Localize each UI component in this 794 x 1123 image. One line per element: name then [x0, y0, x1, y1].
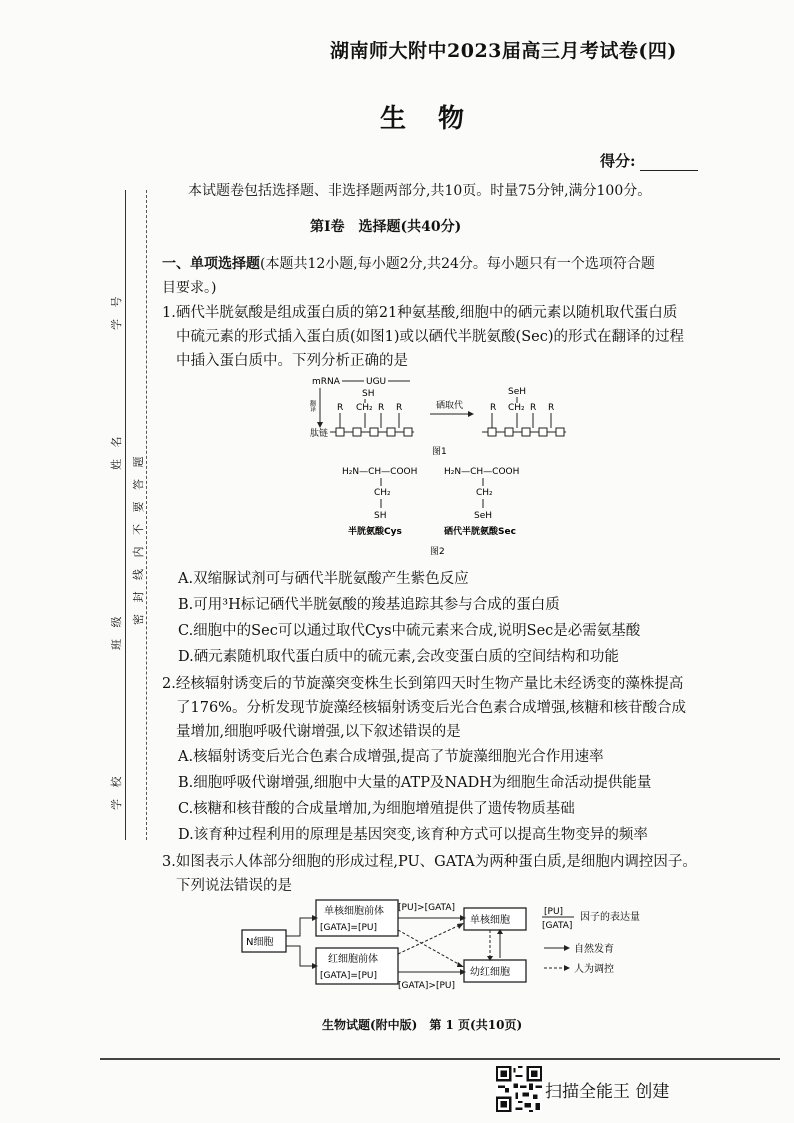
fig1-r6: R: [548, 403, 555, 413]
fig1-r4: R: [490, 403, 497, 413]
q2-option-b[interactable]: B.细胞呼吸代谢增强,细胞中大量的ATP及NADH为细胞生命活动提供能量: [178, 775, 652, 791]
margin-name-label: 姓 名: [110, 432, 123, 470]
q1-figure1: [310, 374, 570, 456]
fig2-cys-name: 半胱氨酸Cys: [348, 527, 402, 537]
score-blank: [640, 156, 698, 171]
section1-title: 一、单项选择题: [162, 256, 260, 272]
fig2-cys-ch2: CH₂: [374, 488, 391, 498]
exam-intro: 本试题卷包括选择题、非选择题两部分,共10页。时量75分钟,满分100分。: [188, 183, 652, 199]
binding-line-left: [125, 190, 126, 840]
fig1-r5: R: [530, 403, 537, 413]
fig1-sh: SH: [362, 389, 375, 399]
flow-young-rbc: 幼红细胞: [470, 967, 510, 978]
flow-ery-cond: [GATA]=[PU]: [320, 971, 377, 981]
fig1-r3: R: [396, 403, 403, 413]
q3-stem-line1: 3.如图表示人体部分细胞的形成过程,PU、GATA为两种蛋白质,是细胞内调控因子。: [162, 854, 697, 870]
q3-flow-figure: [240, 896, 660, 996]
section1-desc-line2: 目要求。): [162, 280, 217, 296]
fig2-sec-seh: SeH: [474, 511, 493, 521]
flow-pu-gt-gata: [PU]>[GATA]: [398, 903, 455, 913]
q1-stem-line2: 中硫元素的形式插入蛋白质(如图1)或以硒代半胱氨酸(Sec)的形式在翻译的过程: [176, 329, 684, 345]
fig1-mrna-label: mRNA: [312, 377, 340, 387]
q1-option-d[interactable]: D.硒元素随机取代蛋白质中的硫元素,会改变蛋白质的空间结构和功能: [178, 649, 619, 665]
q3-stem: [162, 850, 724, 898]
flow-mono-precursor: 单核细胞前体: [324, 906, 384, 917]
flow-ery-precursor: 红细胞前体: [328, 954, 378, 965]
fig1-caption: 图1: [432, 447, 447, 457]
q2-options: [178, 744, 738, 848]
q2-stem-line2: 了176%。分析发现节旋藻经核辐射诱变后光合色素合成增强,核糖和核苷酸合成: [176, 700, 687, 716]
margin-number-label: 学 号: [110, 292, 123, 330]
binding-line-right: [146, 190, 147, 840]
bottom-rule: [100, 1058, 780, 1060]
fig2-caption: 图2: [430, 547, 445, 557]
flow-mono-cond: [GATA]=[PU]: [320, 923, 377, 933]
fig1-r2: R: [378, 403, 385, 413]
q2-stem: [162, 672, 724, 744]
fig1-seh: SeH: [508, 387, 527, 397]
fig2-sec-name: 硒代半胱氨酸Sec: [444, 527, 516, 537]
section1-heading: [162, 252, 724, 300]
q2-option-d[interactable]: D.该育种过程利用的原理是基因突变,该育种方式可以提高生物变异的频率: [178, 827, 648, 843]
flow-gata-gt-pu: [GATA]>[PU]: [398, 981, 455, 991]
q2-option-a[interactable]: A.核辐射诱变后光合色素合成增强,提高了节旋藻细胞光合作用速率: [178, 749, 604, 765]
q1-figure2: [340, 462, 540, 558]
q1-option-b[interactable]: B.可用³H标记硒代半胱氨酸的羧基追踪其参与合成的蛋白质: [178, 597, 560, 613]
q1-options: [178, 566, 738, 670]
legend-natural: 自然发育: [574, 944, 614, 955]
q1-stem-line1: 1.硒代半胱氨酸是组成蛋白质的第21种氨基酸,细胞中的硒元素以随机取代蛋白质: [162, 305, 678, 321]
margin-class-label: 班 级: [110, 612, 123, 650]
section1-desc-line1: (本题共12小题,每小题2分,共24分。每小题只有一个选项符合题: [260, 256, 655, 272]
page-footer: 生物试题(附中版) 第 1 页(共10页): [322, 1018, 523, 1032]
q1-option-a[interactable]: A.双缩脲试剂可与硒代半胱氨酸产生紫色反应: [178, 571, 469, 587]
q2-stem-line1: 2.经核辐射诱变后的节旋藻突变株生长到第四天时生物产量比未经诱变的藻株提高: [162, 676, 684, 692]
q3-stem-line2: 下列说法错误的是: [176, 878, 292, 894]
fig1-peptide-label: 肽链: [310, 429, 329, 439]
fig2-cys-sh: SH: [374, 511, 387, 521]
flow-n-cell: N细胞: [246, 937, 274, 948]
margin-seal-notice: 密 封 线 内 不 要 答 题: [132, 452, 145, 625]
fig1-translate-label: 翻译: [308, 400, 316, 412]
legend-ratio: 因子的表达量: [580, 912, 640, 923]
q1-stem-line3: 中插入蛋白质中。下列分析正确的是: [176, 353, 408, 369]
fig2-sec-formula: H₂N—CH—COOH: [444, 467, 520, 477]
q2-stem-line3: 量增加,细胞呼吸代谢增强,以下叙述错误的是: [176, 724, 461, 740]
fig2-sec-ch2: CH₂: [476, 488, 493, 498]
legend-frac-top: [PU]: [544, 907, 564, 917]
qr-code-icon: [496, 1066, 542, 1112]
q2-option-c[interactable]: C.核糖和核苷酸的合成量增加,为细胞增殖提供了遗传物质基础: [178, 801, 575, 817]
scanner-watermark: 扫描全能王 创建: [545, 1082, 670, 1102]
score-label: 得分:: [600, 152, 636, 170]
fig1-ch2b: CH₂: [508, 403, 525, 413]
q1-option-c[interactable]: C.细胞中的Sec可以通过取代Cys中硫元素来合成,说明Sec是必需氨基酸: [178, 623, 641, 639]
exam-title: 湖南师大附中2023届高三月考试卷(四): [330, 40, 677, 62]
subject-title: 生物: [380, 104, 497, 134]
legend-manual: 人为调控: [574, 964, 614, 975]
margin-school-label: 学 校: [110, 772, 123, 810]
fig1-codon: UGU: [366, 377, 387, 387]
flow-monocyte: 单核细胞: [470, 915, 510, 926]
fig2-cys-formula: H₂N—CH—COOH: [342, 467, 418, 477]
q1-stem: [162, 301, 724, 373]
fig1-arrow-label: 硒取代: [436, 401, 464, 411]
legend-frac-bottom: [GATA]: [542, 921, 573, 931]
fig1-r1: R: [337, 403, 344, 413]
part1-title: 第Ⅰ卷 选择题(共40分): [310, 219, 462, 235]
fig1-ch2: CH₂: [356, 403, 373, 413]
score-field: [600, 150, 698, 171]
